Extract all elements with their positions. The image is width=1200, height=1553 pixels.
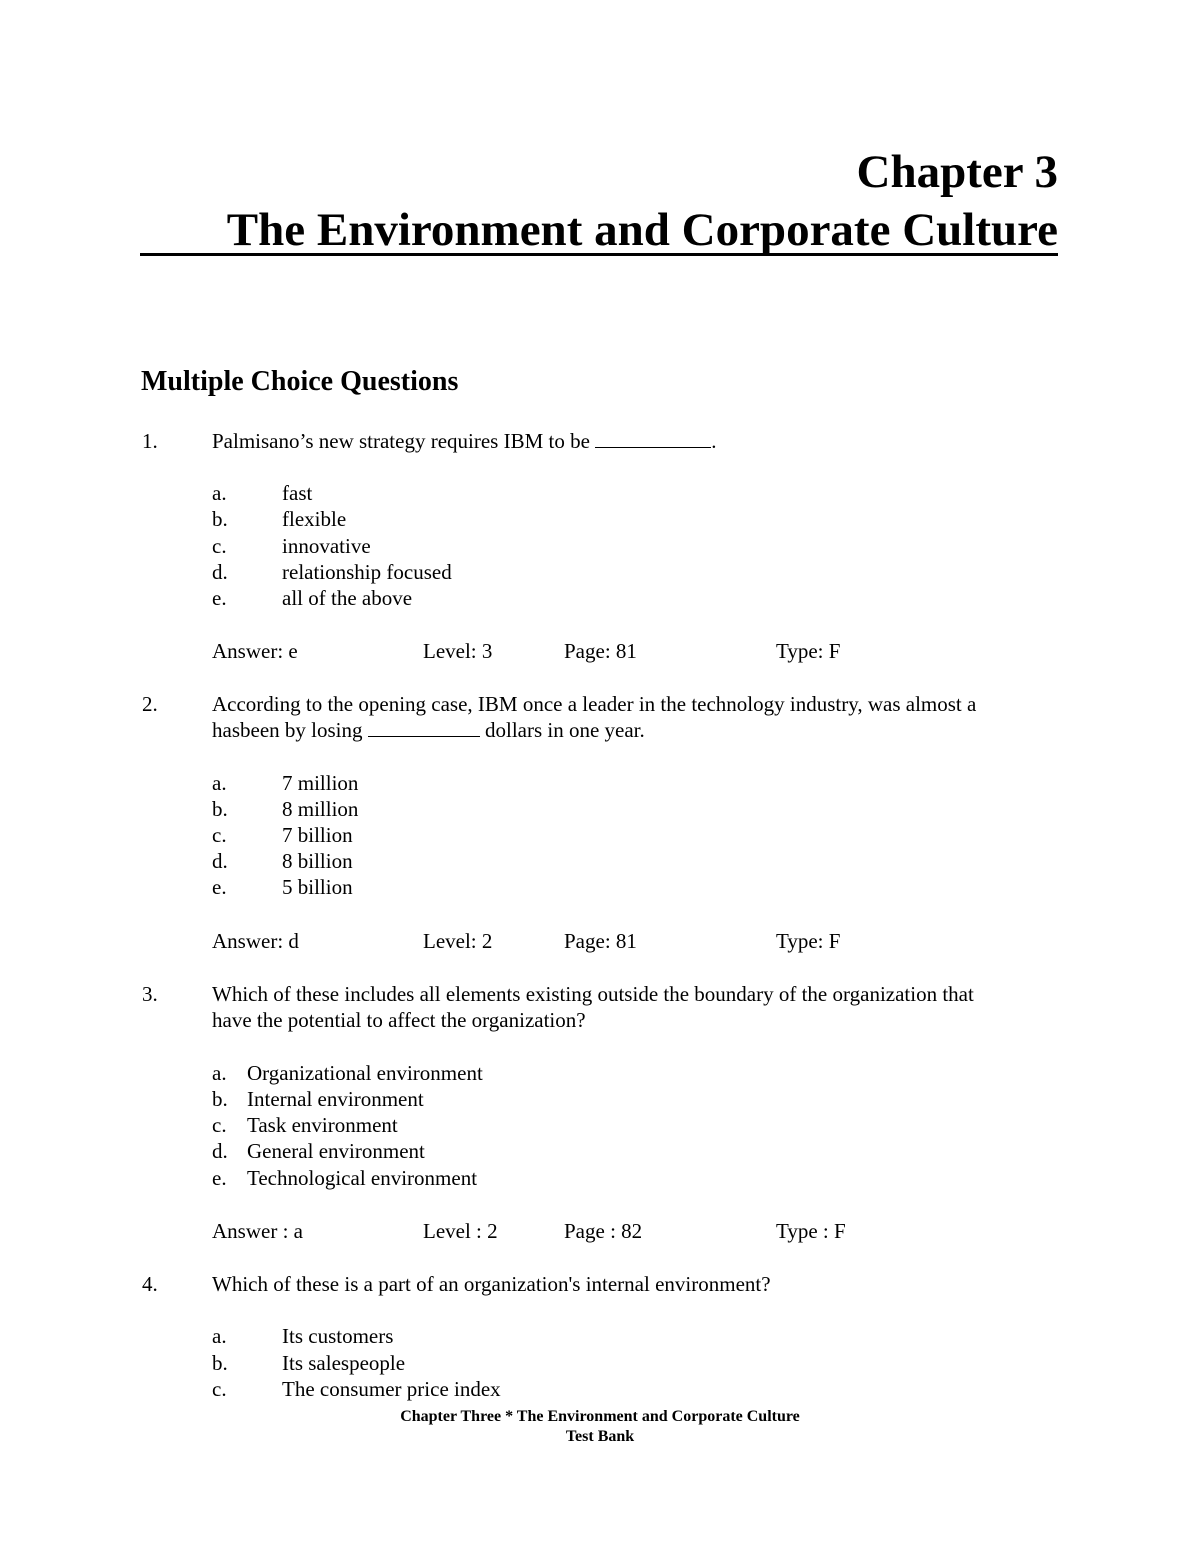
option-letter: d. xyxy=(212,849,228,873)
option-text: The consumer price index xyxy=(282,1377,501,1401)
difficulty-level: Level : 2 xyxy=(423,1219,498,1243)
question-stem: hasbeen by losing dollars in one year. xyxy=(212,718,645,742)
page-reference: Page: 81 xyxy=(564,929,637,953)
option-text: fast xyxy=(282,481,313,505)
option-letter: a. xyxy=(212,481,227,505)
option-text: innovative xyxy=(282,534,371,558)
question-stem: Which of these includes all elements existing outside the boundary of the organization that xyxy=(212,982,974,1006)
option-letter: d. xyxy=(212,1139,228,1163)
option-text: Internal environment xyxy=(247,1087,424,1111)
page-reference: Page : 82 xyxy=(564,1219,643,1243)
question-type: Type: F xyxy=(776,639,841,663)
option-letter: c. xyxy=(212,534,227,558)
option-text: 7 million xyxy=(282,771,359,795)
page-footer-subtitle: Test Bank xyxy=(565,1428,635,1445)
page-reference: Page: 81 xyxy=(564,639,637,663)
question-type: Type: F xyxy=(776,929,841,953)
question-stem: Which of these is a part of an organization's internal environment? xyxy=(212,1272,771,1296)
option-letter: a. xyxy=(212,1324,227,1348)
answer-key: Answer: d xyxy=(212,929,299,953)
chapter-heading xyxy=(140,143,1058,259)
chapter-number: Chapter 3 xyxy=(856,146,1058,198)
option-letter: c. xyxy=(212,1113,227,1137)
option-letter: b. xyxy=(212,1087,228,1111)
option-letter: e. xyxy=(212,1166,227,1190)
option-text: 5 billion xyxy=(282,875,353,899)
question-type: Type : F xyxy=(776,1219,846,1243)
option-text: Organizational environment xyxy=(247,1061,483,1085)
option-letter: e. xyxy=(212,586,227,610)
option-text: Its customers xyxy=(282,1324,394,1348)
section-heading: Multiple Choice Questions xyxy=(141,366,459,397)
option-letter: c. xyxy=(212,1377,227,1401)
option-text: General environment xyxy=(247,1139,425,1163)
answer-key: Answer: e xyxy=(212,639,298,663)
option-text: Task environment xyxy=(247,1113,398,1137)
option-letter: b. xyxy=(212,1351,228,1375)
option-letter: a. xyxy=(212,771,227,795)
difficulty-level: Level: 3 xyxy=(423,639,493,663)
chapter-title: The Environment and Corporate Culture xyxy=(226,204,1058,256)
answer-blank xyxy=(595,429,711,448)
question-stem: Palmisano’s new strategy requires IBM to be . xyxy=(212,429,717,453)
option-text: flexible xyxy=(282,507,347,531)
option-text: Its salespeople xyxy=(282,1351,406,1375)
option-text: 7 billion xyxy=(282,823,353,847)
option-text: relationship focused xyxy=(282,560,452,584)
option-text: all of the above xyxy=(282,586,413,610)
title-underline xyxy=(140,253,1058,256)
question-number: 3. xyxy=(142,982,158,1006)
option-text: Technological environment xyxy=(247,1166,478,1190)
question-number: 4. xyxy=(142,1272,158,1296)
option-letter: b. xyxy=(212,797,228,821)
option-letter: a. xyxy=(212,1061,227,1085)
option-letter: b. xyxy=(212,507,228,531)
question-stem: have the potential to affect the organization? xyxy=(212,1008,586,1032)
question-number: 2. xyxy=(142,692,158,716)
difficulty-level: Level: 2 xyxy=(423,929,493,953)
question-number: 1. xyxy=(142,429,158,453)
option-text: 8 million xyxy=(282,797,359,821)
question-stem: According to the opening case, IBM once a leader in the technology industry, was almost a xyxy=(212,692,977,716)
option-letter: d. xyxy=(212,560,228,584)
answer-key: Answer : a xyxy=(212,1219,303,1243)
option-letter: c. xyxy=(212,823,227,847)
answer-blank xyxy=(368,718,480,737)
option-letter: e. xyxy=(212,875,227,899)
page-footer-title: Chapter Three * The Environment and Corporate Culture xyxy=(400,1408,800,1425)
option-text: 8 billion xyxy=(282,849,353,873)
